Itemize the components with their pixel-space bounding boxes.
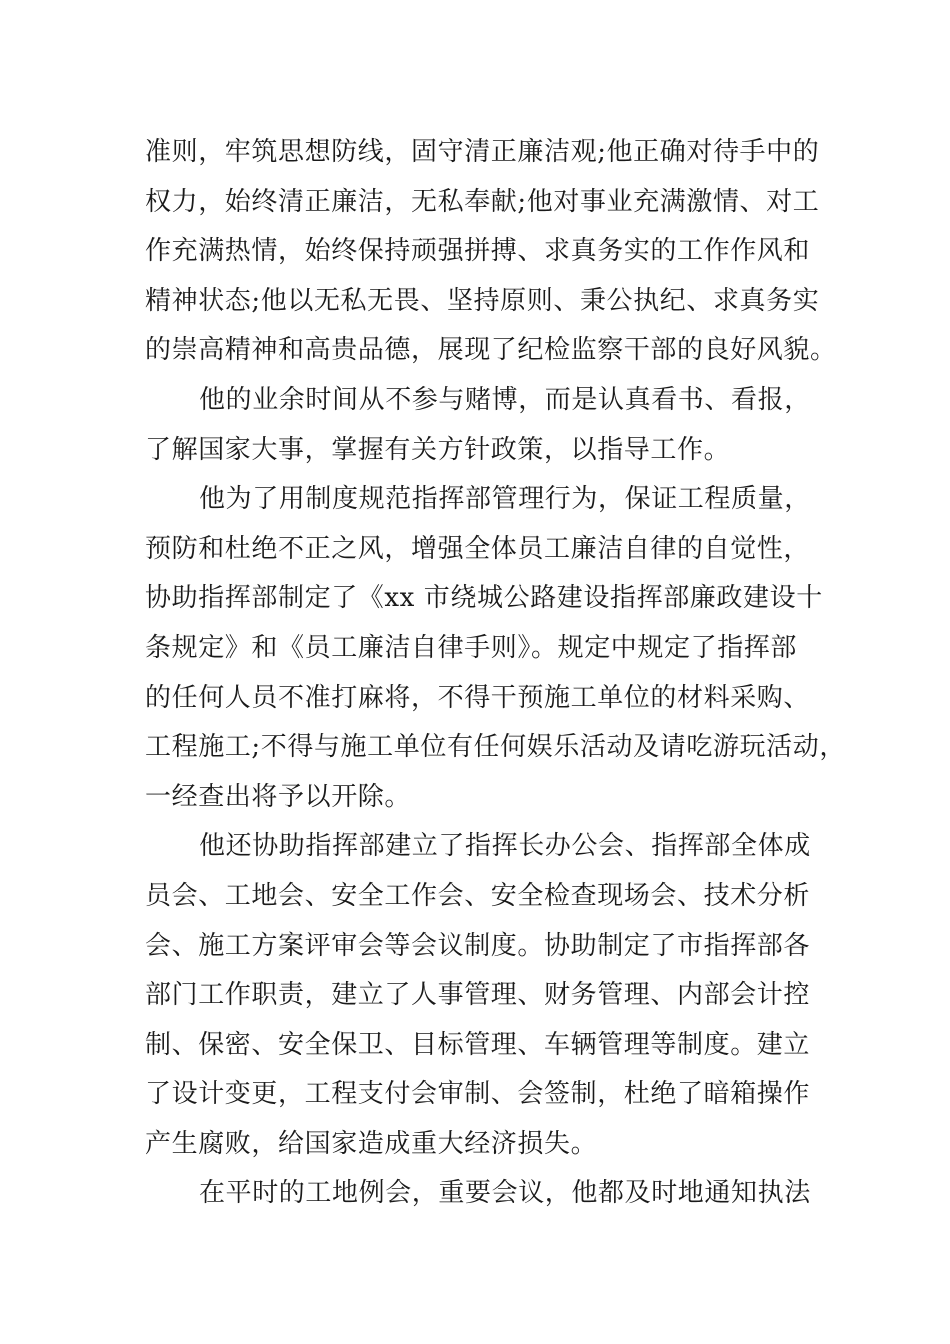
text-line: 预防和杜绝不正之风，增强全体员工廉洁自律的自觉性， (145, 533, 811, 564)
text-line: 作充满热情，始终保持顽强拼搏、求真务实的工作作风和 (145, 236, 811, 267)
text-line: 了解国家大事，掌握有关方针政策，以指导工作。 (145, 434, 731, 465)
text-line: 会、施工方案评审会等会议制度。协助制定了市指挥部各 (145, 930, 811, 961)
body-text (145, 128, 846, 1219)
text-line: 的任何人员不准打麻将，不得干预施工单位的材料采购、 (145, 682, 811, 713)
text-line: 员会、工地会、安全工作会、安全检查现场会、技术分析 (145, 880, 811, 911)
paragraph-start-line: 他为了用制度规范指挥部管理行为，保证工程质量， (199, 484, 811, 515)
text-line: 工程施工;不得与施工单位有任何娱乐活动及请吃游玩活动， (145, 732, 846, 763)
paragraph-start-line: 他还协助指挥部建立了指挥长办公会、指挥部全体成 (199, 831, 811, 862)
text-line: 准则，牢筑思想防线，固守清正廉洁观;他正确对待手中的 (145, 137, 820, 167)
text-line: 协助指挥部制定了《xx 市绕城公路建设指挥部廉政建设十 (145, 583, 823, 614)
text-line: 部门工作职责，建立了人事管理、财务管理、内部会计控 (145, 980, 811, 1011)
text-line: 了设计变更，工程支付会审制、会签制，杜绝了暗箱操作 (145, 1079, 811, 1110)
paragraph-start-line: 在平时的工地例会，重要会议，他都及时地通知执法 (199, 1178, 811, 1209)
text-line: 权力，始终清正廉洁，无私奉献;他对事业充满激情、对工 (145, 186, 820, 217)
text-line: 条规定》和《员工廉洁自律手则》。规定中规定了指挥部 (145, 632, 798, 663)
text-line: 产生腐败，给国家造成重大经济损失。 (145, 1128, 598, 1159)
text-line: 制、保密、安全保卫、目标管理、车辆管理等制度。建立 (145, 1029, 811, 1060)
text-line: 一经查出将予以开除。 (145, 781, 412, 812)
text-line: 精神状态;他以无私无畏、坚持原则、秉公执纪、求真务实 (145, 285, 820, 316)
text-line: 的崇高精神和高贵品德，展现了纪检监察干部的良好风貌。 (145, 335, 837, 366)
paragraph-start-line: 他的业余时间从不参与赌博，而是认真看书、看报， (199, 384, 811, 415)
